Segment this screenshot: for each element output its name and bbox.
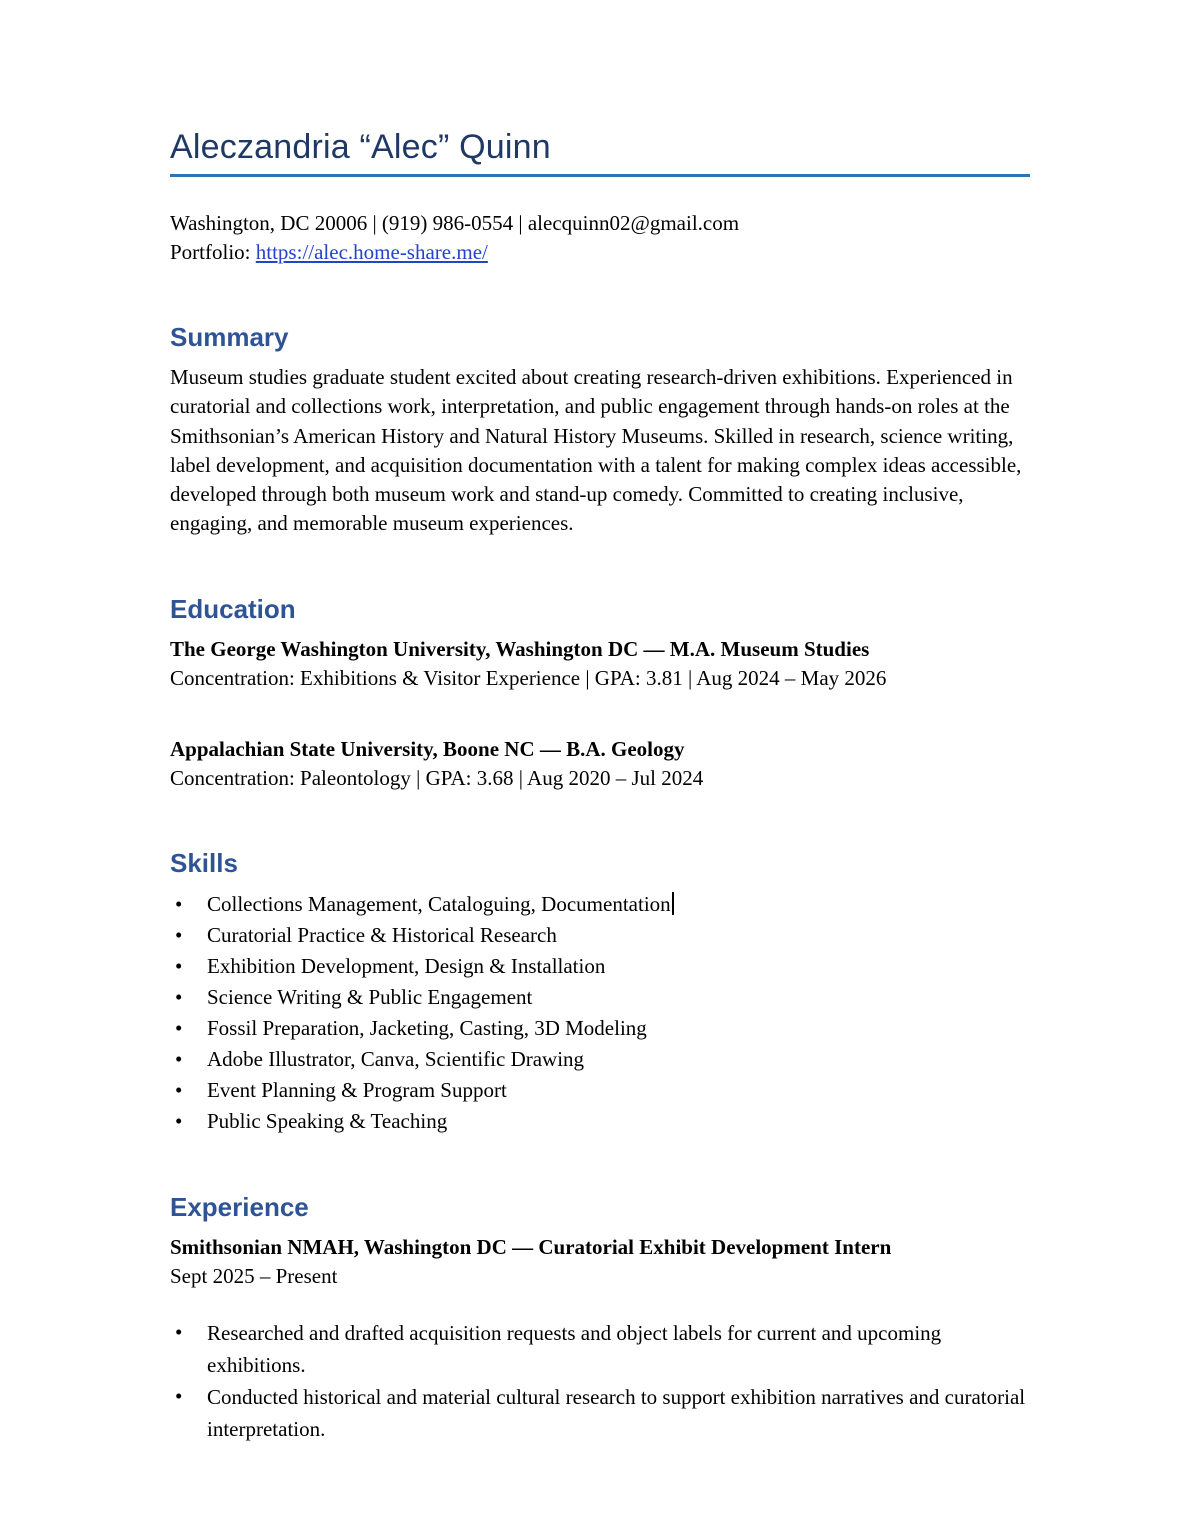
education-entry-title: The George Washington University, Washington DC — M.A. Museum Studies (170, 636, 870, 661)
skill-item: • Adobe Illustrator, Canva, Scientific Drawing (170, 1044, 1030, 1075)
education-heading: Education (170, 593, 296, 624)
text-cursor (672, 892, 674, 915)
skill-item: • Public Speaking & Teaching (170, 1106, 1030, 1137)
experience-bullet: • Researched and drafted acquisition requests and object labels for current and upcoming exhibitions. (170, 1317, 1030, 1381)
portfolio-label: Portfolio: (170, 240, 256, 264)
education-entry (170, 735, 1030, 793)
summary-heading: Summary (170, 322, 289, 352)
page-title: Aleczandria “Alec” Quinn (170, 128, 551, 166)
experience-bullet: • Conducted historical and material cultural research to support exhibition narratives and curatorial interpretation. (170, 1381, 1030, 1445)
skill-item (170, 889, 1030, 920)
experience-entry-dates: Sept 2025 – Present (170, 1263, 338, 1288)
education-entry-title: Appalachian State University, Boone NC — B.A. Geology (170, 736, 685, 761)
education-entry-details: Concentration: Paleontology | GPA: 3.68 | Aug 2020 – Jul 2024 (170, 765, 704, 790)
skill-item: • Event Planning & Program Support (170, 1075, 1030, 1106)
skill-item: • Curatorial Practice & Historical Research (170, 920, 1030, 951)
skill-item: • Fossil Preparation, Jacketing, Casting, 3D Modeling (170, 1013, 1030, 1044)
experience-entry-title: Smithsonian NMAH, Washington DC — Curatorial Exhibit Development Intern (170, 1234, 892, 1259)
portfolio-link[interactable]: https://alec.home-share.me/ (255, 240, 488, 264)
skill-item-text: Collections Management, Cataloguing, Documentation (207, 891, 671, 916)
skill-item: • Science Writing & Public Engagement (170, 982, 1030, 1013)
experience-bullet-list (170, 1317, 1030, 1445)
contact-line: Washington, DC 20006 | (919) 986-0554 | alecquinn02@gmail.com (170, 211, 740, 235)
education-entry-details: Concentration: Exhibitions & Visitor Experience | GPA: 3.81 | Aug 2024 – May 2026 (170, 665, 887, 690)
skills-list (170, 889, 1030, 1137)
education-entry (170, 635, 1030, 693)
title-rule (170, 174, 1030, 177)
skills-heading: Skills (170, 847, 238, 878)
contact-info (170, 209, 1030, 267)
experience-entry (170, 1233, 1030, 1445)
skill-item: • Exhibition Development, Design & Installation (170, 951, 1030, 982)
summary-text: Museum studies graduate student excited about creating research-driven exhibitions. Experienced in curatorial and collections work, interpretation, and public engagement through hands-on roles at the Smithsonian’s American History and Natural History Museums. Skilled in research, science writing, label development, and acquisition documentation with a talent for making complex ideas accessible, developed through both museum work and stand-up comedy. Committed to creating inclusive, engaging, and memorable museum experiences. (170, 365, 1022, 536)
experience-heading: Experience (170, 1191, 309, 1222)
